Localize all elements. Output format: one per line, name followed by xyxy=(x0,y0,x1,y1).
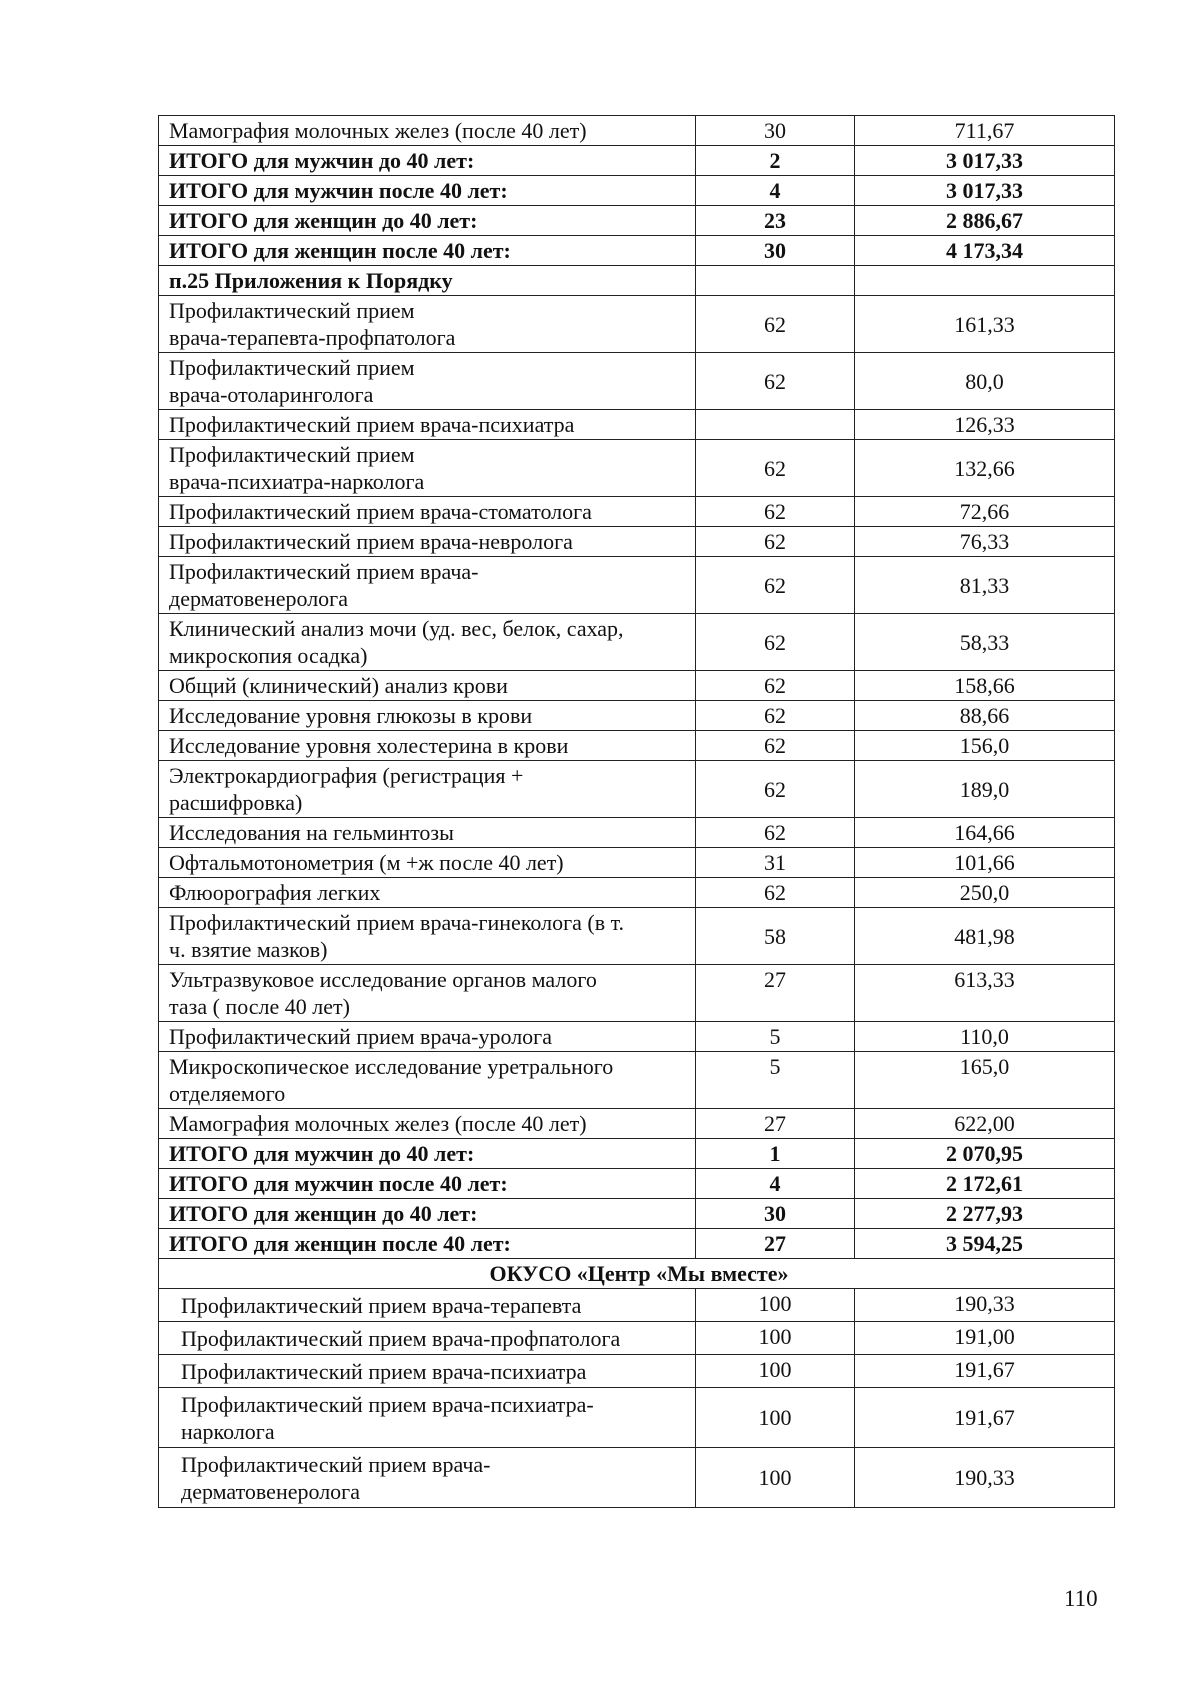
count-cell: 5 xyxy=(696,1052,855,1109)
service-name-cell: Офтальмотонометрия (м +ж после 40 лет) xyxy=(159,848,696,878)
sum-cell: 2 886,67 xyxy=(855,206,1115,236)
subsection-label-cell: п.25 Приложения к Порядку xyxy=(159,266,696,296)
count-cell: 30 xyxy=(696,1199,855,1229)
count-cell: 27 xyxy=(696,965,855,1022)
table-row xyxy=(159,497,1115,527)
service-name-cell: Профилактический прием врача-психиатра-нарколога xyxy=(159,440,696,497)
services-table xyxy=(158,115,1115,1508)
count-cell: 100 xyxy=(696,1388,855,1448)
total-row xyxy=(159,176,1115,206)
sum-cell xyxy=(855,266,1115,296)
service-name-cell: Профилактический прием врача- дерматовенеролога xyxy=(159,1448,696,1508)
table-row xyxy=(159,671,1115,701)
table-row xyxy=(159,848,1115,878)
service-name-cell: Микроскопическое исследование уретрального отделяемого xyxy=(159,1052,696,1109)
service-name-cell: Флюорография легких xyxy=(159,878,696,908)
count-cell: 62 xyxy=(696,440,855,497)
table-row xyxy=(159,614,1115,671)
service-name-cell: Профилактический прием врача-терапевта xyxy=(159,1289,696,1322)
count-cell xyxy=(696,410,855,440)
table-row xyxy=(159,1388,1115,1448)
total-label-cell: ИТОГО для женщин до 40 лет: xyxy=(159,1199,696,1229)
count-cell: 62 xyxy=(696,353,855,410)
sum-cell: 72,66 xyxy=(855,497,1115,527)
count-cell: 62 xyxy=(696,527,855,557)
sum-cell: 711,67 xyxy=(855,116,1115,146)
sum-cell: 165,0 xyxy=(855,1052,1115,1109)
count-cell: 62 xyxy=(696,701,855,731)
sum-cell: 3 017,33 xyxy=(855,146,1115,176)
table-row xyxy=(159,1322,1115,1355)
total-label-cell: ИТОГО для мужчин до 40 лет: xyxy=(159,1139,696,1169)
count-cell: 100 xyxy=(696,1355,855,1388)
sum-cell: 132,66 xyxy=(855,440,1115,497)
table-row xyxy=(159,1289,1115,1322)
total-row xyxy=(159,146,1115,176)
count-cell: 58 xyxy=(696,908,855,965)
table-row xyxy=(159,440,1115,497)
table-row xyxy=(159,1052,1115,1109)
sum-cell: 4 173,34 xyxy=(855,236,1115,266)
count-cell: 62 xyxy=(696,557,855,614)
sum-cell: 164,66 xyxy=(855,818,1115,848)
sum-cell: 101,66 xyxy=(855,848,1115,878)
total-row xyxy=(159,236,1115,266)
service-name-cell: Исследование уровня холестерина в крови xyxy=(159,731,696,761)
count-cell: 62 xyxy=(696,761,855,818)
table-row xyxy=(159,527,1115,557)
count-cell: 30 xyxy=(696,116,855,146)
sum-cell: 161,33 xyxy=(855,296,1115,353)
count-cell: 27 xyxy=(696,1229,855,1259)
sum-cell: 191,00 xyxy=(855,1322,1115,1355)
service-name-cell: Мамография молочных желез (после 40 лет) xyxy=(159,1109,696,1139)
sum-cell: 190,33 xyxy=(855,1448,1115,1508)
count-cell: 1 xyxy=(696,1139,855,1169)
count-cell: 4 xyxy=(696,176,855,206)
count-cell: 5 xyxy=(696,1022,855,1052)
table-row xyxy=(159,908,1115,965)
count-cell: 62 xyxy=(696,497,855,527)
subsection-row xyxy=(159,266,1115,296)
service-name-cell: Профилактический прием врача-невролога xyxy=(159,527,696,557)
count-cell: 62 xyxy=(696,671,855,701)
service-name-cell: Профилактический прием врача-гинеколога (в т. ч. взятие мазков) xyxy=(159,908,696,965)
count-cell xyxy=(696,266,855,296)
table-row xyxy=(159,353,1115,410)
total-row xyxy=(159,1199,1115,1229)
service-name-cell: Профилактический прием врача-уролога xyxy=(159,1022,696,1052)
section-title: ОКУСО «Центр «Мы вместе» xyxy=(159,1259,1115,1289)
total-label-cell: ИТОГО для женщин после 40 лет: xyxy=(159,236,696,266)
sum-cell: 2 070,95 xyxy=(855,1139,1115,1169)
table-row xyxy=(159,965,1115,1022)
count-cell: 62 xyxy=(696,296,855,353)
count-cell: 31 xyxy=(696,848,855,878)
table-row xyxy=(159,731,1115,761)
service-name-cell: Профилактический прием врача-психиатра xyxy=(159,1355,696,1388)
count-cell: 23 xyxy=(696,206,855,236)
table-row xyxy=(159,701,1115,731)
service-name-cell: Профилактический прием врача-стоматолога xyxy=(159,497,696,527)
count-cell: 62 xyxy=(696,818,855,848)
sum-cell: 158,66 xyxy=(855,671,1115,701)
service-name-cell: Мамография молочных желез (после 40 лет) xyxy=(159,116,696,146)
service-name-cell: Профилактический прием врача- дерматовенеролога xyxy=(159,557,696,614)
sum-cell: 613,33 xyxy=(855,965,1115,1022)
service-name-cell: Исследования на гельминтозы xyxy=(159,818,696,848)
sum-cell: 80,0 xyxy=(855,353,1115,410)
sum-cell: 189,0 xyxy=(855,761,1115,818)
total-row xyxy=(159,206,1115,236)
sum-cell: 156,0 xyxy=(855,731,1115,761)
service-name-cell: Профилактический прием врача-отоларинголога xyxy=(159,353,696,410)
sum-cell: 191,67 xyxy=(855,1355,1115,1388)
sum-cell: 110,0 xyxy=(855,1022,1115,1052)
count-cell: 100 xyxy=(696,1289,855,1322)
count-cell: 100 xyxy=(696,1322,855,1355)
sum-cell: 58,33 xyxy=(855,614,1115,671)
sum-cell: 76,33 xyxy=(855,527,1115,557)
service-name-cell: Ультразвуковое исследование органов малого таза ( после 40 лет) xyxy=(159,965,696,1022)
count-cell: 4 xyxy=(696,1169,855,1199)
sum-cell: 2 172,61 xyxy=(855,1169,1115,1199)
total-label-cell: ИТОГО для мужчин после 40 лет: xyxy=(159,1169,696,1199)
sum-cell: 3 594,25 xyxy=(855,1229,1115,1259)
service-name-cell: Исследование уровня глюкозы в крови xyxy=(159,701,696,731)
sum-cell: 190,33 xyxy=(855,1289,1115,1322)
sum-cell: 2 277,93 xyxy=(855,1199,1115,1229)
count-cell: 30 xyxy=(696,236,855,266)
table-row xyxy=(159,1109,1115,1139)
service-name-cell: Профилактический прием врача-профпатолога xyxy=(159,1322,696,1355)
service-name-cell: Профилактический прием врача-терапевта-профпатолога xyxy=(159,296,696,353)
sum-cell: 126,33 xyxy=(855,410,1115,440)
sum-cell: 81,33 xyxy=(855,557,1115,614)
page-number: 110 xyxy=(1064,1586,1098,1611)
table-row xyxy=(159,410,1115,440)
sum-cell: 3 017,33 xyxy=(855,176,1115,206)
table-row xyxy=(159,557,1115,614)
table-row xyxy=(159,878,1115,908)
sum-cell: 481,98 xyxy=(855,908,1115,965)
service-name-cell: Общий (клинический) анализ крови xyxy=(159,671,696,701)
total-row xyxy=(159,1169,1115,1199)
total-row xyxy=(159,1229,1115,1259)
sum-cell: 88,66 xyxy=(855,701,1115,731)
table-row xyxy=(159,116,1115,146)
count-cell: 27 xyxy=(696,1109,855,1139)
service-name-cell: Электрокардиография (регистрация + расшифровка) xyxy=(159,761,696,818)
table-row xyxy=(159,761,1115,818)
count-cell: 100 xyxy=(696,1448,855,1508)
service-name-cell: Профилактический прием врача-психиатра- нарколога xyxy=(159,1388,696,1448)
table-row xyxy=(159,818,1115,848)
count-cell: 62 xyxy=(696,731,855,761)
service-name-cell: Профилактический прием врача-психиатра xyxy=(159,410,696,440)
section-header-row xyxy=(159,1259,1115,1289)
total-label-cell: ИТОГО для мужчин до 40 лет: xyxy=(159,146,696,176)
total-row xyxy=(159,1139,1115,1169)
table-row xyxy=(159,1022,1115,1052)
sum-cell: 250,0 xyxy=(855,878,1115,908)
count-cell: 62 xyxy=(696,614,855,671)
total-label-cell: ИТОГО для женщин после 40 лет: xyxy=(159,1229,696,1259)
table-row xyxy=(159,1448,1115,1508)
total-label-cell: ИТОГО для женщин до 40 лет: xyxy=(159,206,696,236)
sum-cell: 622,00 xyxy=(855,1109,1115,1139)
table-body xyxy=(159,116,1115,1508)
table-row xyxy=(159,296,1115,353)
service-name-cell: Клинический анализ мочи (уд. вес, белок, сахар, микроскопия осадка) xyxy=(159,614,696,671)
count-cell: 62 xyxy=(696,878,855,908)
total-label-cell: ИТОГО для мужчин после 40 лет: xyxy=(159,176,696,206)
count-cell: 2 xyxy=(696,146,855,176)
sum-cell: 191,67 xyxy=(855,1388,1115,1448)
table-row xyxy=(159,1355,1115,1388)
